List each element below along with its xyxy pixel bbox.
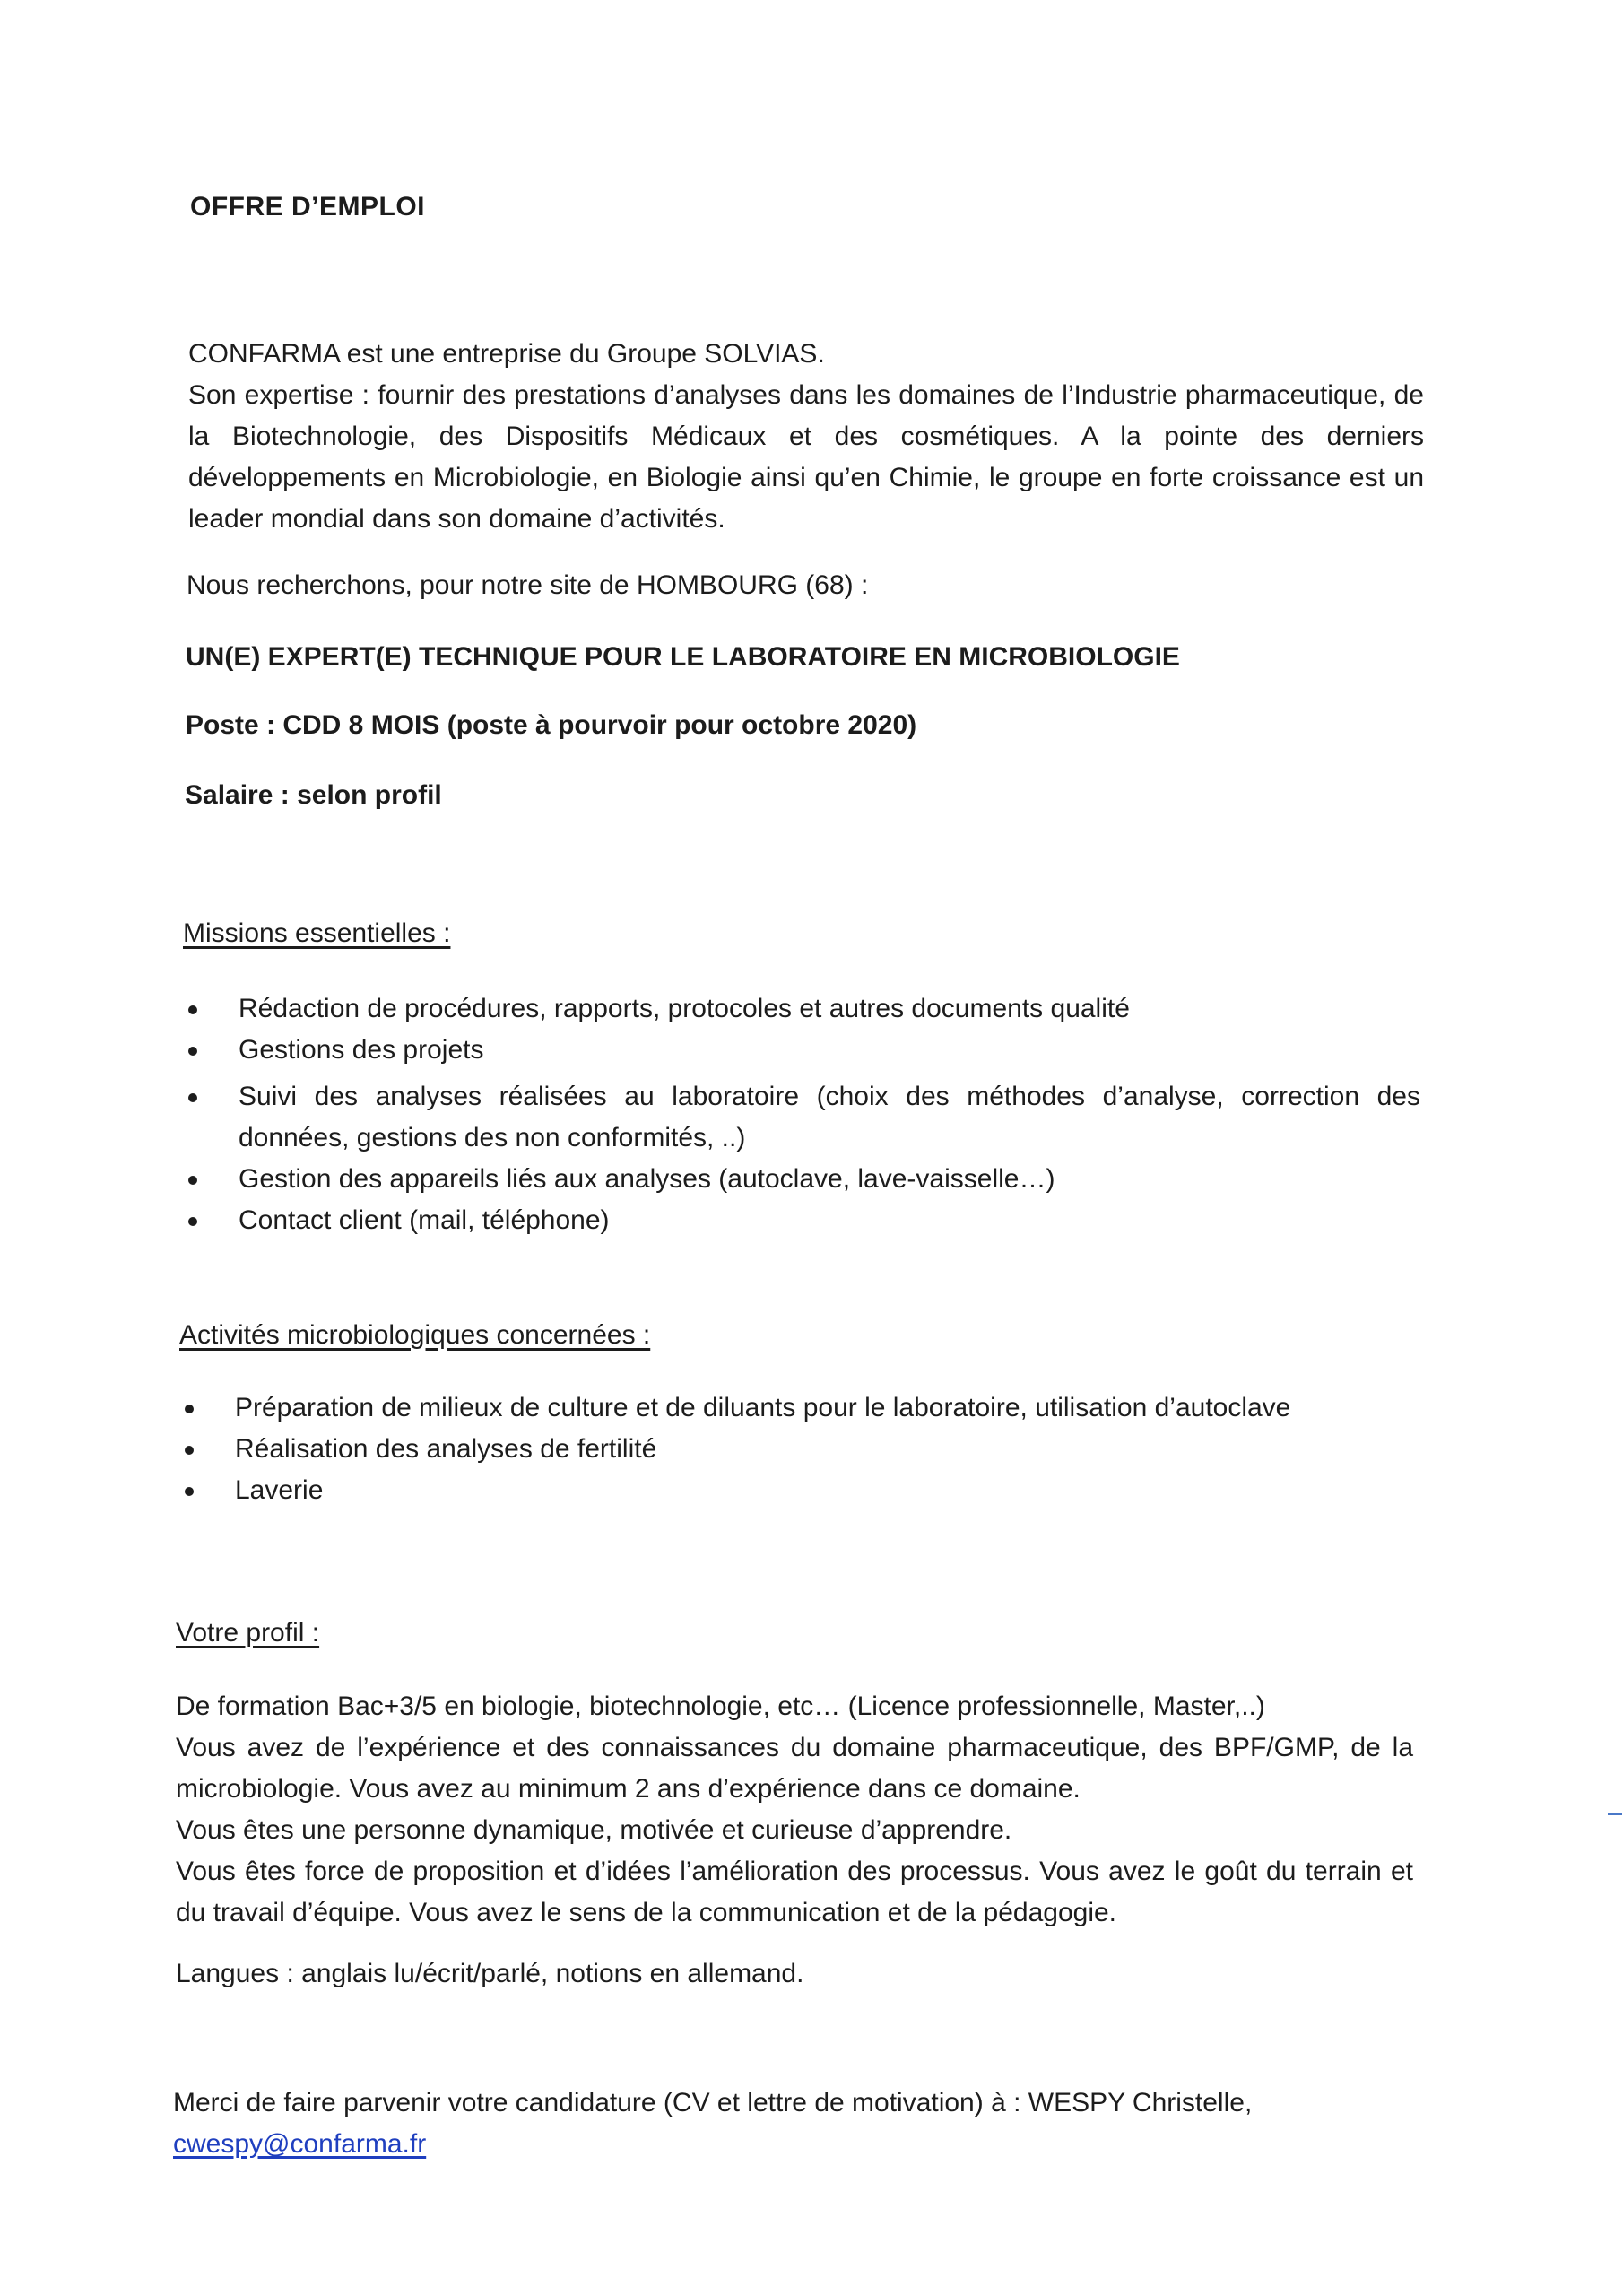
list-item — [183, 1076, 1420, 1159]
bullet-icon — [185, 1446, 194, 1455]
profile-line: De formation Bac+3/5 en biologie, biotechnologie, etc… (Licence professionnelle, Master,..) — [176, 1692, 1265, 1721]
contact-paragraph — [173, 2083, 1410, 2165]
missions-list — [183, 988, 1420, 1241]
activities-heading: Activités microbiologiques concernées : — [179, 1320, 651, 1350]
mission-text: Contact client (mail, téléphone) — [239, 1205, 610, 1235]
document-title: OFFRE D’EMPLOI — [190, 192, 425, 222]
languages-text: Langues : anglais lu/écrit/parlé, notions en allemand. — [176, 1959, 804, 1988]
mission-text: Suivi des analyses réalisées au laboratoire (choix des méthodes d’analyse, correction des données, gestions des non conformités, ..) — [239, 1082, 1420, 1152]
profile-line: Vous avez de l’expérience et des connaissances du domaine pharmaceutique, des BPF/GMP, de la microbiologie. Vous avez au minimum 2 ans d’expérience dans ce domaine. — [176, 1733, 1413, 1804]
contract-info: Poste : CDD 8 MOIS (poste à pourvoir pour octobre 2020) — [186, 710, 917, 740]
activity-text: Préparation de milieux de culture et de diluants pour le laboratoire, utilisation d’autoclave — [235, 1393, 1291, 1422]
profile-heading: Votre profil : — [176, 1618, 320, 1648]
profile-text — [176, 1686, 1413, 1934]
list-item — [183, 1159, 1420, 1200]
list-item — [183, 988, 1420, 1030]
list-item — [183, 1030, 1420, 1071]
mission-text: Gestions des projets — [239, 1035, 484, 1065]
activity-text: Réalisation des analyses de fertilité — [235, 1434, 657, 1464]
mission-text: Rédaction de procédures, rapports, protocoles et autres documents qualité — [239, 994, 1130, 1023]
bullet-icon — [188, 1176, 197, 1185]
search-statement: Nous recherchons, pour notre site de HOMBOURG (68) : — [187, 570, 869, 600]
scan-edge-mark — [1608, 1813, 1622, 1815]
profile-line: Vous êtes une personne dynamique, motivée et curieuse d’apprendre. — [176, 1815, 1012, 1845]
intro-line-1: CONFARMA est une entreprise du Groupe SOLVIAS. — [188, 339, 825, 369]
contact-text: Merci de faire parvenir votre candidature (CV et lettre de motivation) à : WESPY Christelle, — [173, 2088, 1253, 2118]
missions-heading: Missions essentielles : — [183, 918, 451, 948]
bullet-icon — [188, 1093, 197, 1102]
bullet-icon — [185, 1487, 194, 1496]
list-item — [183, 1200, 1420, 1241]
job-title: UN(E) EXPERT(E) TECHNIQUE POUR LE LABORATOIRE EN MICROBIOLOGIE — [186, 642, 1180, 672]
profile-line: Vous êtes force de proposition et d’idées l’amélioration des processus. Vous avez le goût du terrain et du travail d’équipe. Vous avez le sens de la communication et de la pédagogie. — [176, 1857, 1413, 1927]
intro-line-2: Son expertise : fournir des prestations d’analyses dans les domaines de l’Industrie pharmaceutique, de la Biotechnologie, des Dispositifs Médicaux et des cosmétiques. A la pointe des derniers développements en Microbiologie, en Biologie ainsi qu’en Chimie, le groupe en forte croissance est un leader mondial dans son domaine d’activités. — [188, 380, 1424, 534]
list-item — [179, 1387, 1417, 1429]
activities-list — [179, 1387, 1417, 1511]
salary-info: Salaire : selon profil — [185, 780, 442, 810]
activity-text: Laverie — [235, 1475, 324, 1505]
bullet-icon — [188, 1217, 197, 1226]
bullet-icon — [188, 1005, 197, 1014]
list-item — [179, 1429, 1417, 1470]
company-intro — [188, 334, 1424, 540]
mission-text: Gestion des appareils liés aux analyses (autoclave, lave-vaisselle…) — [239, 1164, 1055, 1194]
bullet-icon — [188, 1047, 197, 1056]
list-item — [179, 1470, 1417, 1511]
bullet-icon — [185, 1405, 194, 1413]
email-link[interactable]: cwespy@confarma.fr — [173, 2129, 427, 2159]
